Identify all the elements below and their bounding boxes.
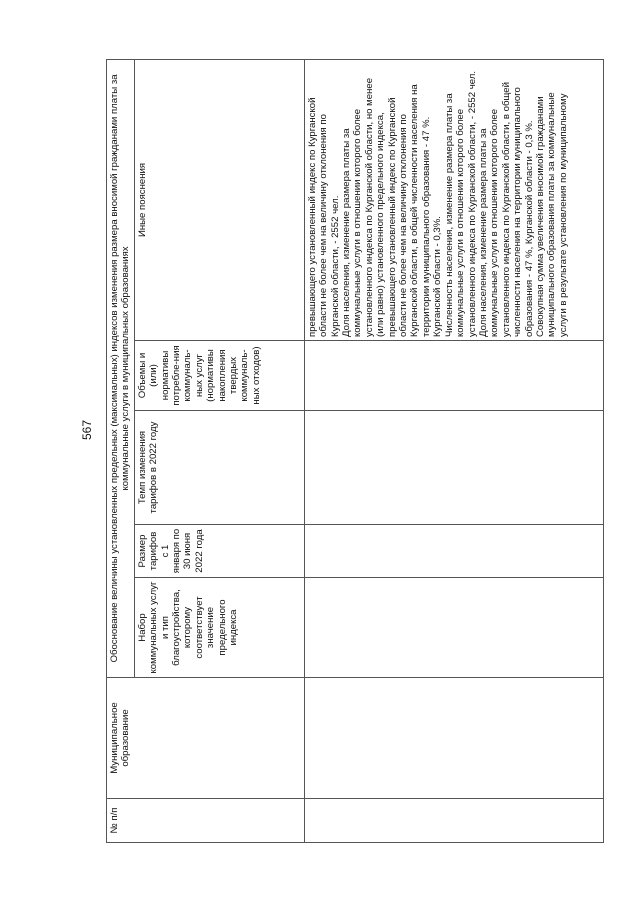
cell-num (304, 799, 603, 843)
table-row (304, 59, 603, 842)
header-tariff-size: Размер тарифов с 1 января по 30 июня 2022 года (134, 525, 304, 578)
header-municipality: Муниципальное образование (107, 678, 305, 799)
header-justification: Обоснование величины установленных предельных (максимальных) индексов изменения размера вносимой гражданами платы за коммунальные услуги в муниципальных образованиях (107, 59, 135, 677)
rotated-table-container (106, 60, 604, 843)
header-tariff-rate: Темп изменения тарифов в 2022 году (134, 411, 304, 525)
cell-other: превышающего установленный индекс по Курганской области не более чем на величину отклонения по Курганской области, - 2552 чел. Доля населения, изменение размера платы за коммунальные услуги в отношении которого более установленного индекса по Курганской области, но менее (или равно) установленного предельного индекса, превышающего установленный индекс по Курганской области не более чем на величину отклонения по Курганской области, в общей численности населения на территории муниципального образования - 47 %. Курганской области - 0,3%. Численность населения, изменение размера платы за коммунальные услуги в отношении которого более установленного индекса по Курганской области, - 2552 чел. Доля населения, изменение размера платы за коммунальные услуги в отношении которого более установленного индекса по Курганской области, в общей численности населения на территории муниципального образования - 47 %, Курганской области - 0,3 %. Совокупная сумма увеличения вносимой гражданами муниципального образования платы за коммунальные услуги в результате установления по муниципальному (304, 59, 603, 340)
header-volumes: Объемы и (или) нормативы потребле-ния коммуналь-ных услуг (нормативы накопления твердых коммуналь-ных отходов) (134, 341, 304, 411)
cell-volumes (304, 341, 603, 411)
header-other: Иные пояснения (134, 59, 304, 340)
cell-municipality (304, 678, 603, 799)
header-set-of-services: Набор коммунальных услуг и тип благоустройства, которому соответствует значение предельного индекса (134, 578, 304, 678)
header-num: № п/п (107, 799, 305, 843)
header-row-1 (107, 59, 135, 842)
cell-tariff-rate (304, 411, 603, 525)
justification-table (106, 59, 604, 843)
cell-set-of-services (304, 578, 603, 678)
page-number: 567 (80, 419, 94, 441)
cell-tariff-size (304, 525, 603, 578)
